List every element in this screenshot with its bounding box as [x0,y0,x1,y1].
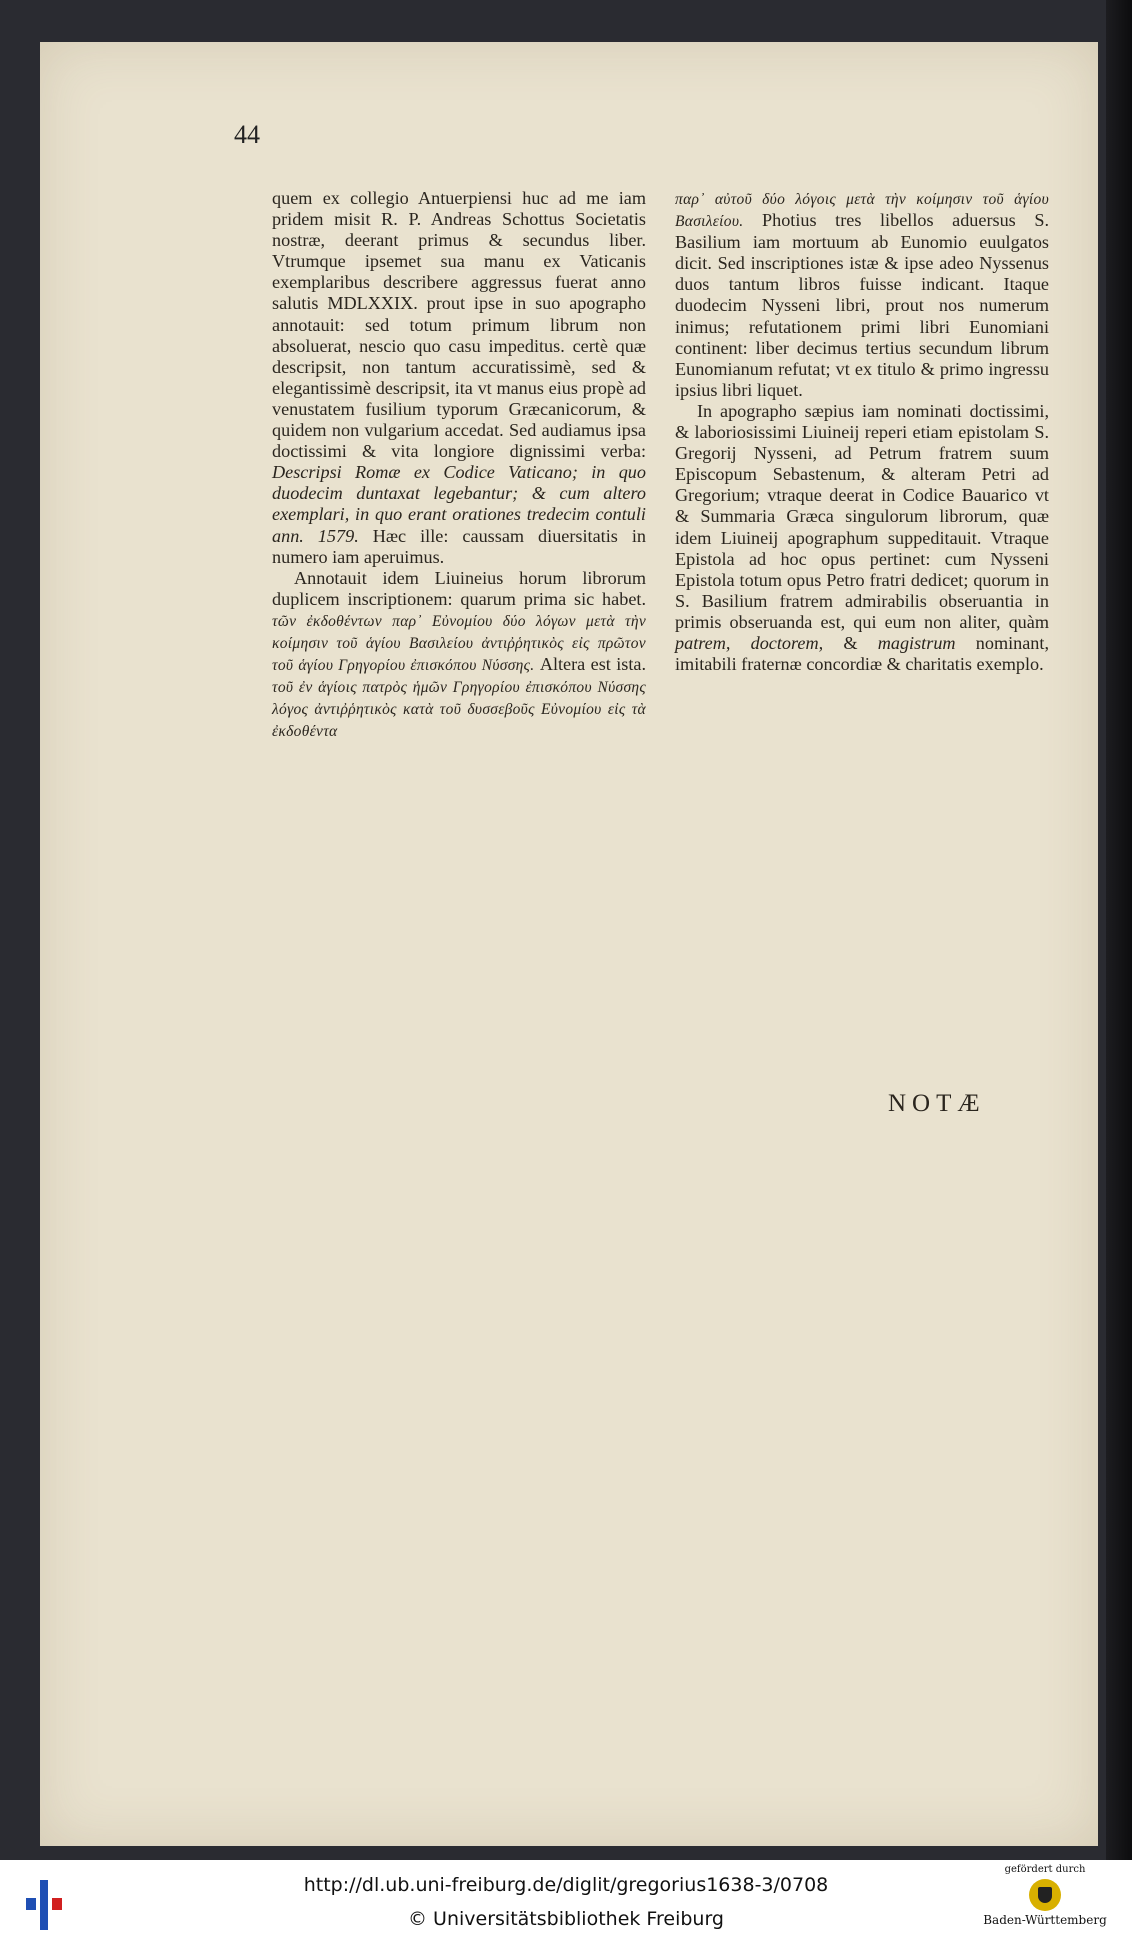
sponsor-name: Baden-Württemberg [983,1913,1107,1927]
paragraph [272,188,646,568]
page-edge [1106,0,1132,1860]
text-run: Altera est ista. [539,654,647,675]
right-column [675,188,1049,675]
text-run: In apographo sæpius iam nominati doctissimi, & laboriosissimi Liuineij reperi etiam epistolam S. Gregorij Nysseni, ad Petrum fratrem suum Episcopum Sebastenum, & alteram Petri ad Gregorium; vtraque deerat in Codice Bauarico vt & Summaria Græca singulorum librorum, quæ idem Liuineij apographum suppeditauit. Vtraque Epistola ad hoc opus pertinet: cum Nysseni Epistola totum opus Petro fratri dedicet; quorum in S. Basilium fratrem admirabilis obseruantia in primis obseruanda est, qui eum non aliter, quàm [675,400,1049,632]
greek-inscription: παρ᾽ αὐτοῦ δύο λόγοις μετὰ τὴν κοίμησιν τοῦ ἁγίου Βασιλείου. [675,191,1049,231]
catchword: NOTÆ [888,1090,986,1117]
text-run: Annotauit idem Liuineius horum librorum duplicem inscriptionem: quarum prima sic habet. [272,567,646,609]
state-seal-icon [1029,1879,1061,1911]
page-number: 44 [234,120,260,149]
sponsor-label: gefördert durch [1004,1864,1086,1875]
footer-bar [0,1860,1132,1941]
text-run: Hæc ille: caussam diuersitatis in numero iam aperuimus. [272,525,647,567]
greek-inscription: τοῦ ἐν ἁγίοις πατρὸς ἡμῶν Γρηγορίου ἐπισκόπου Νύσσης λόγος ἀντιῤῥητικὸς κατὰ τοῦ δυσσεβοῦς Εὐνομίου εἰς τὰ ἐκδοθέντα [272,679,646,741]
left-column [272,188,646,742]
text-run: Photius tres libellos aduersus S. Basilium iam mortuum ab Eunomio euulgatos dicit. Sed inscriptiones istæ & ipse adeo Nyssenus duos tantum libros fuisse indicant. Itaque duodecim Nysseni libri, prout nos numerum inimus; refutationem primi libri Eunomiani continent: liber decimus tertius secundum librum Eunomianum refutat; vt ex titulo & primo ingressu ipsius libri liquet. [675,210,1049,400]
sponsor-block [980,1864,1110,1927]
greek-inscription: τῶν ἐκδοθέντων παρ᾽ Εὐνομίου δύο λόγων μετὰ τὴν κοίμησιν τοῦ ἁγίου Βασιλείου ἀντιῤῥητικὸς εἰς πρῶτον τοῦ ἁγίου Γρηγορίου ἐπισκόπου Νύσσης. [272,612,646,675]
text-run: nominant, imitabili fraternæ concordiæ & charitatis exemplo. [675,632,1049,675]
paragraph [272,568,646,743]
italic-term: magistrum [877,632,956,653]
text-run: & [843,632,858,653]
text-run: quem ex collegio Antuerpiensi huc ad me iam pridem misit R. P. Andreas Schottus Societatis nostræ, deerant primus & secundus liber. Vtrumque ipsemet sua manu ex Vaticanis exemplaribus describere aggressus fuerat anno salutis MDLXXIX. prout ipse in suo apographo annotauit: sed totum primum librum non absoluerat, nescio quo casu impeditus. certè quæ descripsit, non tantum accuratissimè, sed & elegantissimè descripsit, ita vt manus eius propè ad venustatem fusilium typorum Græcanicorum, & quidem non vulgarium accedat. Sed audiamus ipsa doctissimi & vita longiore dignissimi verba: [272,188,646,462]
paragraph [675,401,1049,675]
paragraph [675,188,1049,401]
permalink-url[interactable]: http://dl.ub.uni-freiburg.de/diglit/gregorius1638-3/0708 [303,1874,829,1896]
italic-quote: Descripsi Romæ ex Codice Vaticano; in quo duodecim duntaxat legebantur; & cum altero exemplari, in quo erant orationes tredecim contuli ann. 1579. [272,462,646,546]
copyright-text: © Universitätsbibliothek Freiburg [408,1908,724,1930]
italic-term: patrem, doctorem, [675,632,824,653]
